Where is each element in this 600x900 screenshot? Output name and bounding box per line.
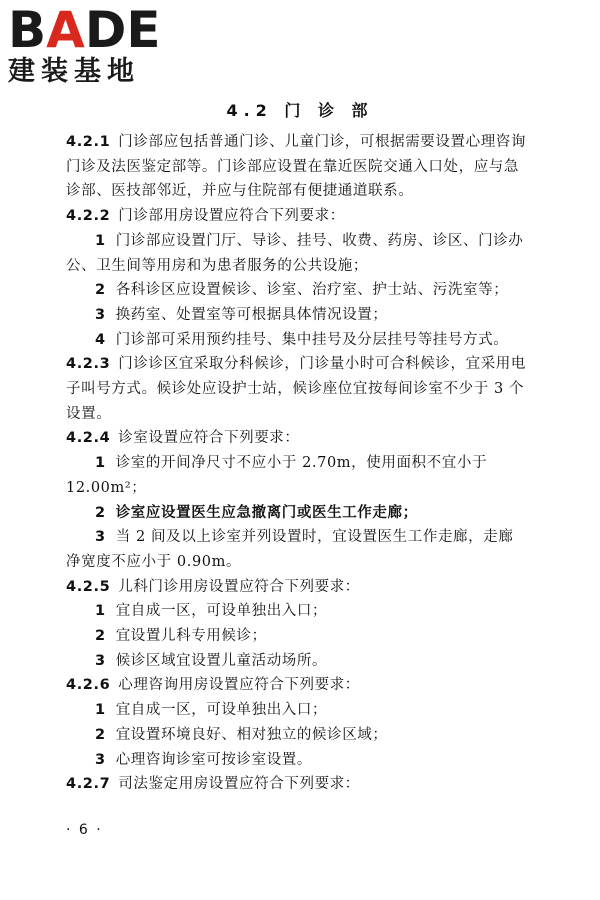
item-number: 3 [95,652,106,669]
list-item [66,723,528,748]
clause-4-2-1 [66,130,528,204]
item-number: 3 [95,529,106,546]
clause-4-2-5 [66,575,528,600]
clause-number: 4.2.5 [66,578,111,595]
item-text: 诊室应设置医生应急撤离门或医生工作走廊； [115,503,418,521]
item-text: 门诊部可采用预约挂号、集中挂号及分层挂号等挂号方式。 [115,331,509,348]
item-text: 各科诊区应设置候诊、诊室、治疗室、护士站、污洗室等； [115,282,509,299]
item-number: 3 [95,306,106,323]
list-item [66,451,528,500]
item-text: 候诊区域宜设置儿童活动场所。 [115,652,328,669]
item-number: 1 [95,702,106,719]
list-item [66,599,528,624]
list-item [66,525,528,574]
clause-number: 4.2.1 [66,134,111,150]
clause-4-2-7 [66,772,528,797]
page-number: · 6 · [66,822,103,838]
item-text: 宜自成一区，可设单独出入口； [115,702,328,719]
clause-text: 门诊部用房设置应符合下列要求： [118,208,345,225]
clause-text: 心理咨询用房设置应符合下列要求： [118,677,360,694]
item-number: 2 [95,726,106,743]
item-number: 1 [95,232,106,249]
clause-text: 儿科门诊用房设置应符合下列要求： [118,578,360,595]
clause-text: 门诊诊区宜采取分科候诊，门诊量小时可合科候诊，宜采用电子叫号方式。候诊处应设护士站，候诊座位宜按每间诊室不少于 3 个设置。 [66,356,526,422]
clause-number: 4.2.4 [66,430,111,447]
item-text: 诊室的开间净尺寸不应小于 2.70m，使用面积不宜小于 12.00m²； [66,455,488,496]
clause-number: 4.2.7 [66,776,111,793]
clause-number: 4.2.2 [66,208,111,225]
list-item [66,328,528,353]
document-body [66,130,528,797]
list-item [66,278,528,303]
clause-text: 司法鉴定用房设置应符合下列要求： [118,776,360,793]
clause-number: 4.2.6 [66,677,111,694]
item-number: 3 [95,751,106,768]
clause-4-2-6 [66,673,528,698]
list-item [66,303,528,328]
clause-number: 4.2.3 [66,356,111,373]
item-text: 换药室、处置室等可根据具体情况设置； [115,306,388,323]
item-text: 心理咨询诊室可按诊室设置。 [115,751,313,768]
item-number: 2 [95,628,106,645]
item-number: 1 [95,455,106,472]
item-number: 1 [95,603,106,620]
item-text: 宜自成一区，可设单独出入口； [115,603,328,620]
logo-wordmark: BADE [8,1,161,59]
logo-subtitle: 建装基地 [8,56,140,87]
bade-logo [8,1,178,88]
clause-4-2-4 [66,426,528,451]
list-item [66,748,528,773]
list-item [66,624,528,649]
item-number: 4 [95,331,106,348]
section-title: 4.2 门 诊 部 [226,101,374,120]
item-text: 当 2 间及以上诊室并列设置时，宜设置医生工作走廊，走廊净宽度不应小于 0.90m。 [66,529,514,570]
list-item [66,698,528,723]
list-item [66,649,528,674]
item-number: 2 [95,282,106,299]
clause-4-2-3 [66,352,528,426]
clause-text: 门诊部应包括普通门诊、儿童门诊，可根据需要设置心理咨询门诊及法医鉴定部等。门诊部应设置在靠近医院交通入口处，应与急诊部、医技部邻近，并应与住院部有便捷通道联系。 [66,134,526,200]
item-text: 门诊部应设置门厅、导诊、挂号、收费、药房、诊区、门诊办公、卫生间等用房和为患者服务的公共设施； [66,232,524,274]
item-text: 宜设置环境良好、相对独立的候诊区域； [115,726,388,743]
item-number: 2 [95,504,106,521]
clause-text: 诊室设置应符合下列要求： [118,430,300,447]
item-text: 宜设置儿科专用候诊； [115,628,267,645]
clause-4-2-2 [66,204,528,229]
list-item-bold [66,501,528,526]
list-item [66,229,528,278]
